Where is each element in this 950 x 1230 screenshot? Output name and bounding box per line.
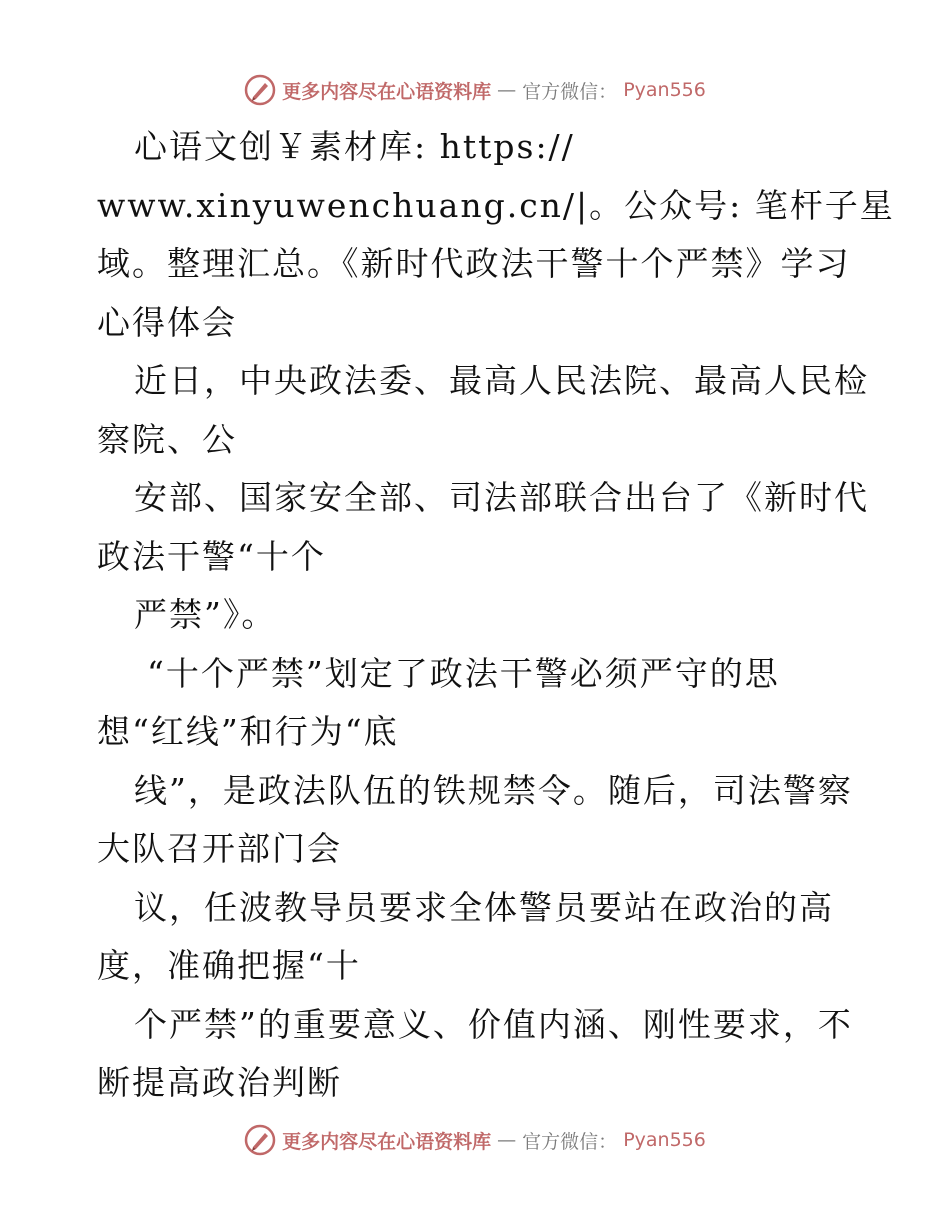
text-line: 大队召开部门会: [97, 829, 342, 868]
text-line: 严禁”》。: [134, 595, 277, 634]
footer-watermark: [0, 1124, 950, 1156]
text-line: 度，准确把握“十: [97, 946, 361, 985]
watermark-wechat-id: Pyan556: [623, 1129, 706, 1151]
text-line: 安部、国家安全部、司法部联合出台了《新时代: [134, 478, 869, 517]
watermark-dash: —: [497, 1129, 517, 1151]
text-line: 心得体会: [97, 302, 237, 342]
pen-logo-icon: [244, 1124, 276, 1156]
text-line: 近日，中央政法委、最高人民法院、最高人民检: [134, 361, 869, 400]
pen-logo-icon: [244, 74, 276, 106]
header-watermark: [0, 74, 950, 106]
text-line: 线”，是政法队伍的铁规禁令。随后，司法警察: [134, 770, 853, 810]
text-line: “十个严禁”划定了政法干警必须严守的思: [147, 653, 780, 693]
text-line: 察院、公: [97, 419, 237, 459]
text-line: 个严禁”的重要意义、价值内涵、刚性要求，不: [134, 1004, 853, 1044]
text-line: 断提高政治判断: [97, 1063, 342, 1102]
watermark-text: 更多内容尽在心语资料库: [282, 1130, 492, 1153]
text-line: 想“红线”和行为“底: [97, 712, 399, 751]
text-line: www.xinyuwenchuang.cn/|。公众号: 笔杆子星: [97, 185, 895, 225]
text-line: 议，任波教导员要求全体警员要站在政治的高: [134, 887, 834, 927]
text-line: 域。整理汇总。《新时代政法干警十个严禁》学习: [97, 244, 851, 283]
watermark-wechat-id: Pyan556: [623, 79, 706, 101]
watermark-text: 更多内容尽在心语资料库: [282, 80, 492, 103]
text-line: 政法干警“十个: [97, 536, 326, 576]
text-line: 心语文创￥素材库: https://: [134, 127, 575, 166]
watermark-dash: —: [497, 79, 517, 101]
document-body: [97, 118, 895, 1113]
watermark-wechat-label: 官方微信：: [522, 80, 618, 103]
watermark-wechat-label: 官方微信：: [522, 1130, 618, 1153]
